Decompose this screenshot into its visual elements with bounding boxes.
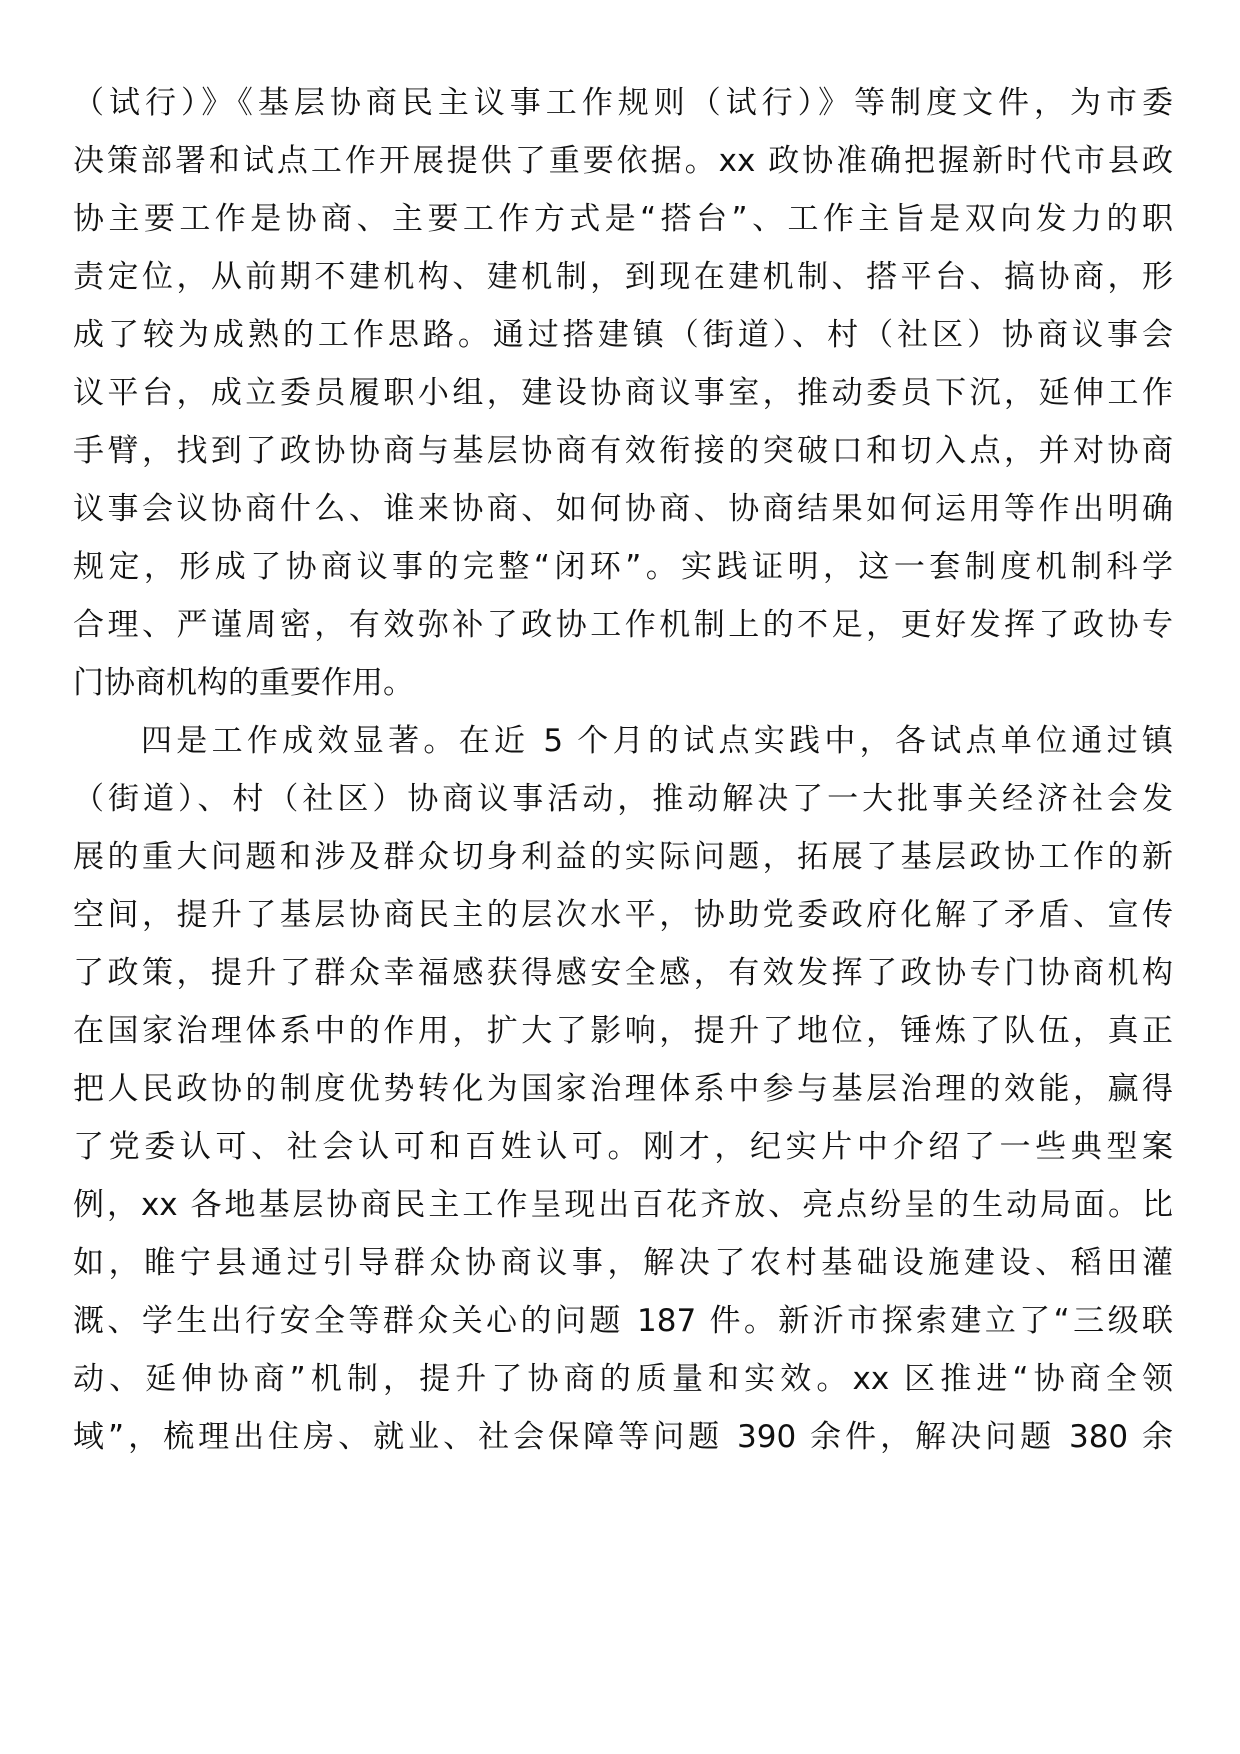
text-line: 如，睢宁县通过引导群众协商议事，解决了农村基础设施建设、稻田灌 [73, 1245, 1173, 1281]
paragraph-start-line: 四是工作成效显著。在近 5 个月的试点实践中，各试点单位通过镇 [141, 723, 1173, 759]
text-line: 了党委认可、社会认可和百姓认可。刚才，纪实片中介绍了一些典型案 [73, 1129, 1173, 1165]
text-line: 协主要工作是协商、主要工作方式是“搭台”、工作主旨是双向发力的职 [73, 201, 1173, 237]
text-line: 溉、学生出行安全等群众关心的问题 187 件。新沂市探索建立了“三级联 [73, 1303, 1173, 1339]
text-line: 决策部署和试点工作开展提供了重要依据。xx 政协准确把握新时代市县政 [73, 143, 1173, 179]
text-line: 把人民政协的制度优势转化为国家治理体系中参与基层治理的效能，赢得 [73, 1071, 1173, 1107]
text-line: （试行）》《基层协商民主议事工作规则（试行）》等制度文件，为市委 [73, 85, 1173, 121]
text-line: 域”，梳理出住房、就业、社会保障等问题 390 余件，解决问题 380 余 [73, 1419, 1173, 1455]
paragraph-end-line: 门协商机构的重要作用。 [73, 665, 414, 701]
text-line: 例，xx 各地基层协商民主工作呈现出百花齐放、亮点纷呈的生动局面。比 [73, 1187, 1173, 1223]
text-line: 合理、严谨周密，有效弥补了政协工作机制上的不足，更好发挥了政协专 [73, 607, 1173, 643]
text-line: 了政策，提升了群众幸福感获得感安全感，有效发挥了政协专门协商机构 [73, 955, 1173, 991]
text-line: 规定，形成了协商议事的完整“闭环”。实践证明，这一套制度机制科学 [73, 549, 1173, 585]
text-line: （街道）、村（社区）协商议事活动，推动解决了一大批事关经济社会发 [73, 781, 1173, 817]
text-line: 动、延伸协商”机制，提升了协商的质量和实效。xx 区推进“协商全领 [73, 1361, 1173, 1397]
text-line: 展的重大问题和涉及群众切身利益的实际问题，拓展了基层政协工作的新 [73, 839, 1173, 875]
text-line: 议事会议协商什么、谁来协商、如何协商、协商结果如何运用等作出明确 [73, 491, 1173, 527]
text-line: 在国家治理体系中的作用，扩大了影响，提升了地位，锤炼了队伍，真正 [73, 1013, 1173, 1049]
text-line: 成了较为成熟的工作思路。通过搭建镇（街道）、村（社区）协商议事会 [73, 317, 1173, 353]
text-line: 手臂，找到了政协协商与基层协商有效衔接的突破口和切入点，并对协商 [73, 433, 1173, 469]
text-line: 责定位，从前期不建机构、建机制，到现在建机制、搭平台、搞协商，形 [73, 259, 1173, 295]
text-line: 议平台，成立委员履职小组，建设协商议事室，推动委员下沉，延伸工作 [73, 375, 1173, 411]
text-line: 空间，提升了基层协商民主的层次水平，协助党委政府化解了矛盾、宣传 [73, 897, 1173, 933]
